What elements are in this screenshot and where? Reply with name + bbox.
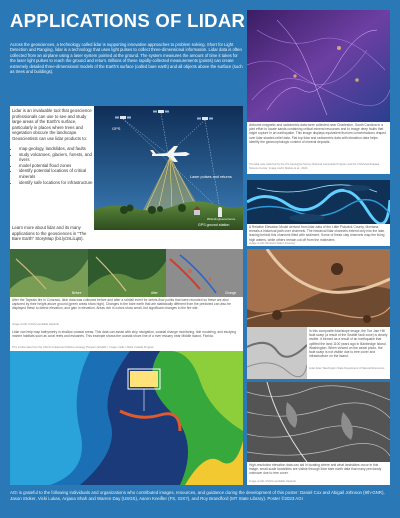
landslide-figure (247, 382, 390, 485)
landslide-image (247, 382, 390, 462)
right-top-figure (247, 10, 390, 174)
right-mid-caption: A Relative Elevation Model derived from lidar data of the Little Pickwick County, Montana reveals a historical path over channels. The historical lidar channels extend only into the lake, leaving behind this channels filled with sediment. Some of these clay channels map the living high waters, while others remain cut off from the mainstem. (249, 225, 386, 242)
before-label: Before (72, 291, 82, 295)
lidar-uses-lead: Lidar is an invaluable tool that geoscience professionals can use to see and study large areas of the Earth's surface, particularly in places where trees and vegetation obscure the landscape. Geoscientists can use lidar products to: (12, 108, 92, 141)
fire-debris-source: Image credit: USGS Landslide Hazards (12, 323, 59, 326)
fire-debris-caption: After the Tapeats fire in Colorado, lidar data was collected before and after a rainfall event for debris-flow points that were recorded so these are also captured by their height above ground (green areas show high). Changes in the bare earth that are statistically different from the predicted can also be displayed these to detect elevation, and gain in elevation. Areas rich in colors show small, but significant changes in the fire site. (12, 298, 231, 311)
fault-scarp-caption: In this composite lidar/slope image, the Toe Jam Hill fault scarp (a result of the Seattle fault zone) is clearly visible. It formed as a result of an earthquake that uplifted the land 1100 years ago in Bainbridge Island, Washington. When viewed on the aerial photo, the fault scarp is not visible due to tree cover and infrastructure on the island. (309, 329, 388, 359)
magnetic-lidar-image (247, 10, 390, 122)
learn-more-text: Learn more about lidar and its many applications to the geosciences in "The Bare Earth" StoryMap (bit.ly/3rLiLqB). (12, 225, 87, 242)
acknowledgements-footer: AGI is grateful to the following individuals and organizations who contributed images, resources, and guidance during the development of this poster: Daniel Cox and Abigail Johnson (9th-GNR), Jason Stoker, Vicki Lukas, Anjana Shah and Warren Day (USGS), Aaron Kneifler (FS, GIS?), and Roy Brandford (MT State Library). Poster ©2023 AGI (10, 490, 385, 501)
gps-ground-label: GPS ground station (198, 223, 230, 227)
bathymetry-caption: Lidar can help map bathymetry in shallow coastal areas. This data can assist with ship navigation, coastal change monitoring, tide modeling, and studying marine habitats such as coral reefs and estuaries. This example shows the coastal shore line of a river estuary near Middle Island, Florida. (12, 330, 237, 339)
river-rem-image (247, 180, 390, 224)
list-item: • map geology, landslides, and faults (19, 146, 99, 152)
intro-paragraph: Across the geosciences, a technology called lidar is supporting innovative approaches to problem solving. Short for Light Detection and Ranging, lidar is a technology that uses light pulses to collect three-dimensional information. Lidar data is often collected from an airplane using a laser system pointed at the ground. The system measures the amount of time it takes for the laser light pulses to reach the ground and return. Billions of these rapidly-collected measurements (points) can create extremely detailed three-dimensional models of the Earth's surface (called bare earth) and all objects above the surface (such as trees and buildings). (10, 42, 243, 75)
gps-label: GPS (112, 126, 121, 131)
list-item: • identify potential locations of critical minerals (19, 168, 99, 179)
fault-scarp-source: Lidar data: Washington State Department of Natural Resources (309, 367, 385, 370)
right-mid-source: Image credit: Montana State University (249, 242, 296, 245)
right-top-caption: Airborne magnetic and radiometric data were collected near Charleston, South Carolina in a joint effort to locate sands containing critical mineral resources and to image deep faults that might rupture in an earthquake. This image displays equivalent thorium concentrations draped over lidar shaded-relief data. Flat top lidar and radiometric data with elevation data helps identify the geomorphologic context of mineral deposits. (249, 123, 387, 144)
list-item: • identify safe locations for infrastructure (19, 180, 99, 186)
fault-scarp-image (247, 249, 390, 327)
right-mid-figure (247, 180, 390, 246)
bathymetry-caption-box (10, 329, 243, 351)
diagram-footer-label: #PaintingGeoscience (207, 217, 236, 221)
lidar-uses-list (12, 146, 99, 185)
fire-debris-images (10, 249, 243, 297)
lidar-diagram (94, 106, 243, 230)
laser-label: Laser pulses and returns (190, 175, 232, 179)
fault-scarp-slope-image (247, 327, 307, 379)
gps-ground-station-icon (218, 207, 222, 217)
fault-scarp-figure (247, 249, 390, 379)
right-top-source: The lidar was collected by the US Geological Survey National Geospatial Program and the USGS Earthquake Science Center. Image credit: Mahan et al., 2023. (249, 163, 380, 170)
list-item: • study volcanoes, glaciers, forests, and rivers (19, 152, 99, 163)
list-item: • model potential flood zones (19, 163, 99, 169)
fire-debris-figure (10, 249, 243, 329)
bathymetry-source: This is lidar data from the USGS Coastal and Marine Geology Program (EAARL). Image credit: USGS Coastal Program (12, 346, 155, 349)
bathymetry-image (10, 351, 243, 485)
landslide-source: Image credit: USGS Landslide Hazards (249, 480, 296, 483)
after-label: After (151, 291, 158, 295)
change-label: Change (225, 291, 237, 295)
poster-title: APPLICATIONS OF LIDAR (10, 10, 246, 31)
landslide-caption: High-resolution elevation data can aid in locating where and what landslides occur in this image, small-scale landslides are visible through lidar bare earth data that many previously unknown due to tree cover. (249, 463, 382, 476)
